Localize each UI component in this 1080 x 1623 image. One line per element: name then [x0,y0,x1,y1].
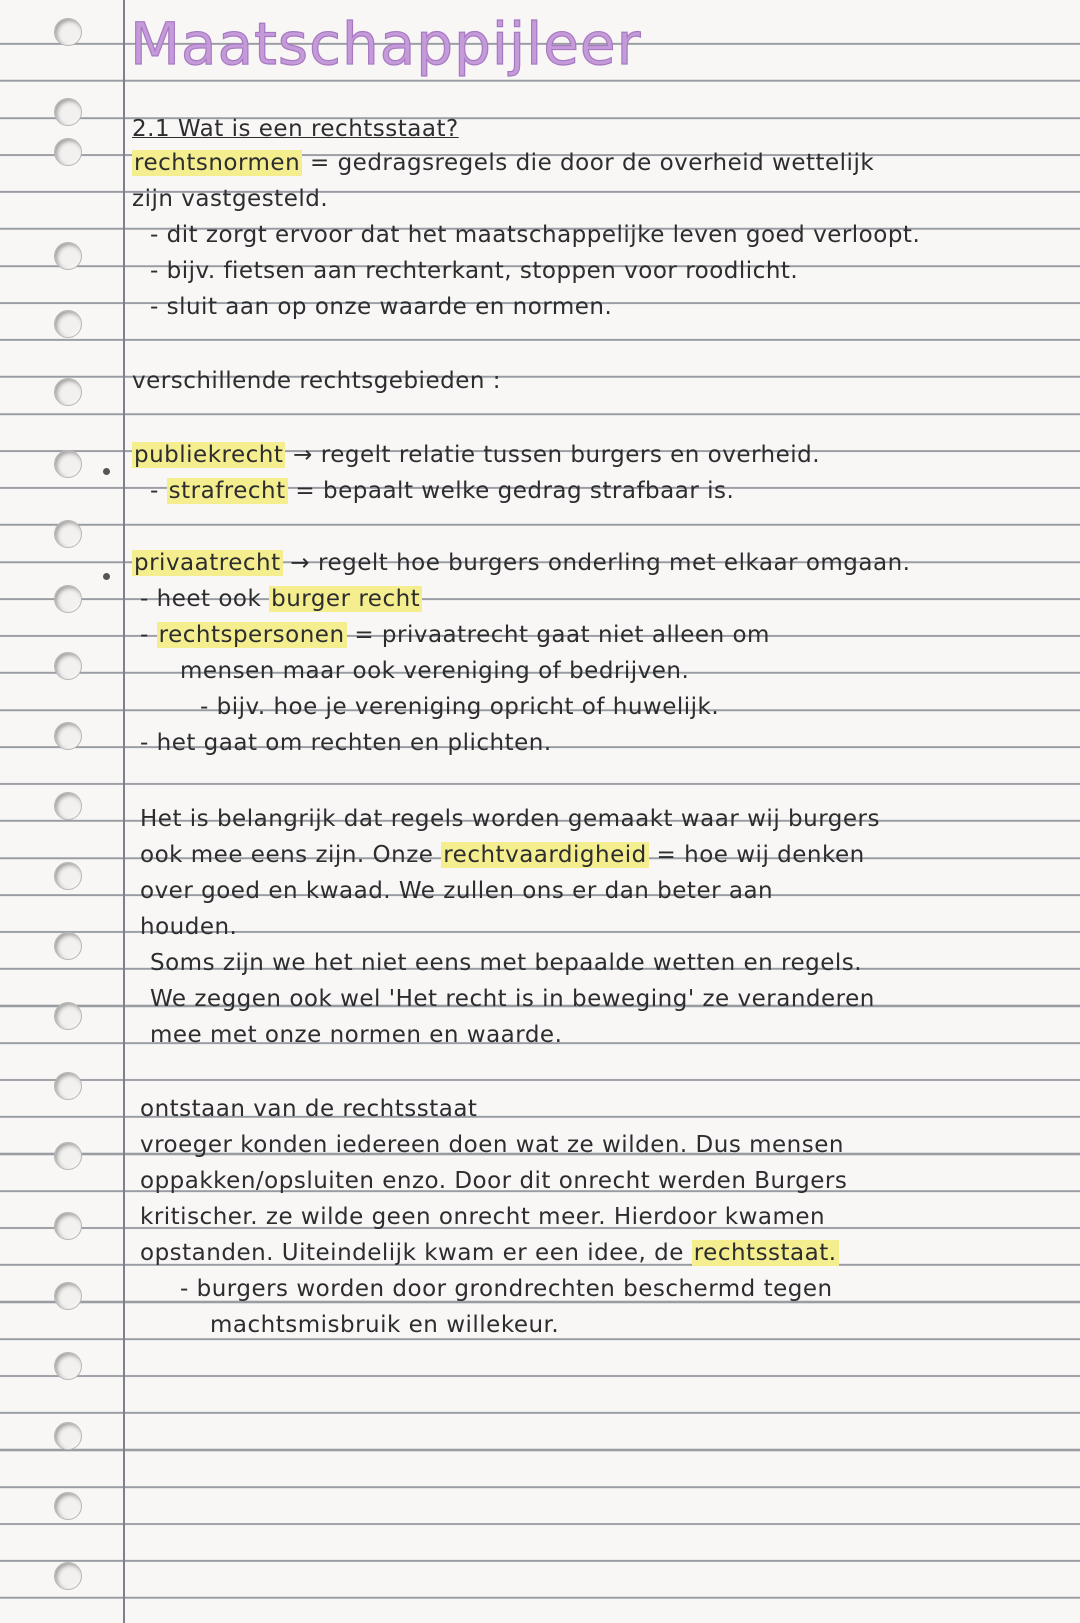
paragraph2-line: Soms zijn we het niet eens met bepaalde wetten en regels. [150,950,863,976]
term-rechtsnormen: rechtsnormen [134,150,301,176]
intro-bullet: - dit zorgt ervoor dat het maatschappelijke leven goed verloopt. [150,222,921,248]
binder-hole [54,310,82,338]
privaatrecht-example: - bijv. hoe je vereniging opricht of huwelijk. [200,694,720,720]
definition-text: = gedragsregels die door de overheid wettelijk [302,150,875,176]
paragraph1-line: Het is belangrijk dat regels worden gemaakt waar wij burgers [140,806,880,832]
term-rechtvaardigheid: rechtvaardigheid [443,842,647,868]
bullet-prefix: - [140,622,157,648]
definition-line-2: zijn vastgesteld. [132,186,329,212]
binder-hole [54,1282,82,1310]
ontstaan-line: kritischer. ze wilde geen onrecht meer. Hierdoor kwamen [140,1204,826,1230]
strafrecht-line [150,478,734,504]
bullet-prefix: - heet ook [140,586,270,612]
term-strafrecht: strafrecht [168,478,286,504]
binder-hole [54,932,82,960]
binder-hole [54,1422,82,1450]
ontstaan-line [140,1240,839,1266]
binder-hole [54,1492,82,1520]
bullet-dot [103,468,110,475]
binder-hole [54,378,82,406]
paragraph1-line: houden. [140,914,238,940]
binder-hole [54,862,82,890]
binder-hole [54,1002,82,1030]
publiekrecht-line [132,442,820,468]
paragraph1-line: over goed en kwaad. We zullen ons er dan beter aan [140,878,774,904]
binder-hole [54,792,82,820]
privaatrecht-bullet-cont: mensen maar ook vereniging of bedrijven. [180,658,690,684]
term-privaatrecht: privaatrecht [134,550,281,576]
ontstaan-bullet: - burgers worden door grondrechten beschermd tegen [180,1276,833,1302]
binder-hole [54,1212,82,1240]
section-heading-text: 2.1 Wat is een rechtsstaat? [132,116,459,142]
binder-hole [54,585,82,613]
binder-holes [0,0,110,1623]
section-heading [132,116,459,142]
term-burger-recht: burger recht [271,586,421,612]
binder-hole [54,722,82,750]
binder-hole [54,1142,82,1170]
paragraph1-text: ook mee eens zijn. Onze [140,842,442,868]
ontstaan-line: vroeger konden iedereen doen wat ze wilden. Dus mensen [140,1132,844,1158]
binder-hole [54,652,82,680]
privaatrecht-bullet [140,586,422,612]
binder-hole [54,98,82,126]
ontstaan-bullet-cont: machtsmisbruik en willekeur. [210,1312,560,1338]
rechtsgebieden-heading: verschillende rechtsgebieden : [132,368,501,394]
ontstaan-line: oppakken/opsluiten enzo. Door dit onrecht werden Burgers [140,1168,848,1194]
margin-line [123,0,125,1623]
binder-hole [54,1072,82,1100]
publiekrecht-text: → regelt relatie tussen burgers en overheid. [285,442,821,468]
binder-hole [54,520,82,548]
paragraph2-line: mee met onze normen en waarde. [150,1022,563,1048]
rechtspersonen-text: = privaatrecht gaat niet alleen om [346,622,770,648]
binder-hole [54,18,82,46]
paragraph1-line [140,842,865,868]
binder-hole [54,1352,82,1380]
ontstaan-heading: ontstaan van de rechtsstaat [140,1096,478,1122]
term-rechtspersonen: rechtspersonen [158,622,345,648]
definition-line [132,150,874,176]
intro-bullet: - sluit aan op onze waarde en normen. [150,294,613,320]
binder-hole [54,450,82,478]
binder-hole [54,1562,82,1590]
binder-hole [54,242,82,270]
ontstaan-text: opstanden. Uiteindelijk kwam er een idee, de [140,1240,692,1266]
page-title: Maatschappijleer [130,10,642,78]
privaatrecht-line [132,550,910,576]
privaatrecht-bullet: - het gaat om rechten en plichten. [140,730,552,756]
intro-bullet: - bijv. fietsen aan rechterkant, stoppen voor roodlicht. [150,258,799,284]
privaatrecht-text: → regelt hoe burgers onderling met elkaar omgaan. [282,550,911,576]
term-rechtsstaat: rechtsstaat. [693,1240,837,1266]
paragraph2-line: We zeggen ook wel 'Het recht is in beweging' ze veranderen [150,986,875,1012]
binder-hole [54,138,82,166]
term-publiekrecht: publiekrecht [134,442,284,468]
paragraph1-text: = hoe wij denken [648,842,865,868]
privaatrecht-bullet [140,622,770,648]
strafrecht-text: = bepaalt welke gedrag strafbaar is. [287,478,735,504]
bullet-dot [103,573,110,580]
bullet-prefix: - [150,478,167,504]
